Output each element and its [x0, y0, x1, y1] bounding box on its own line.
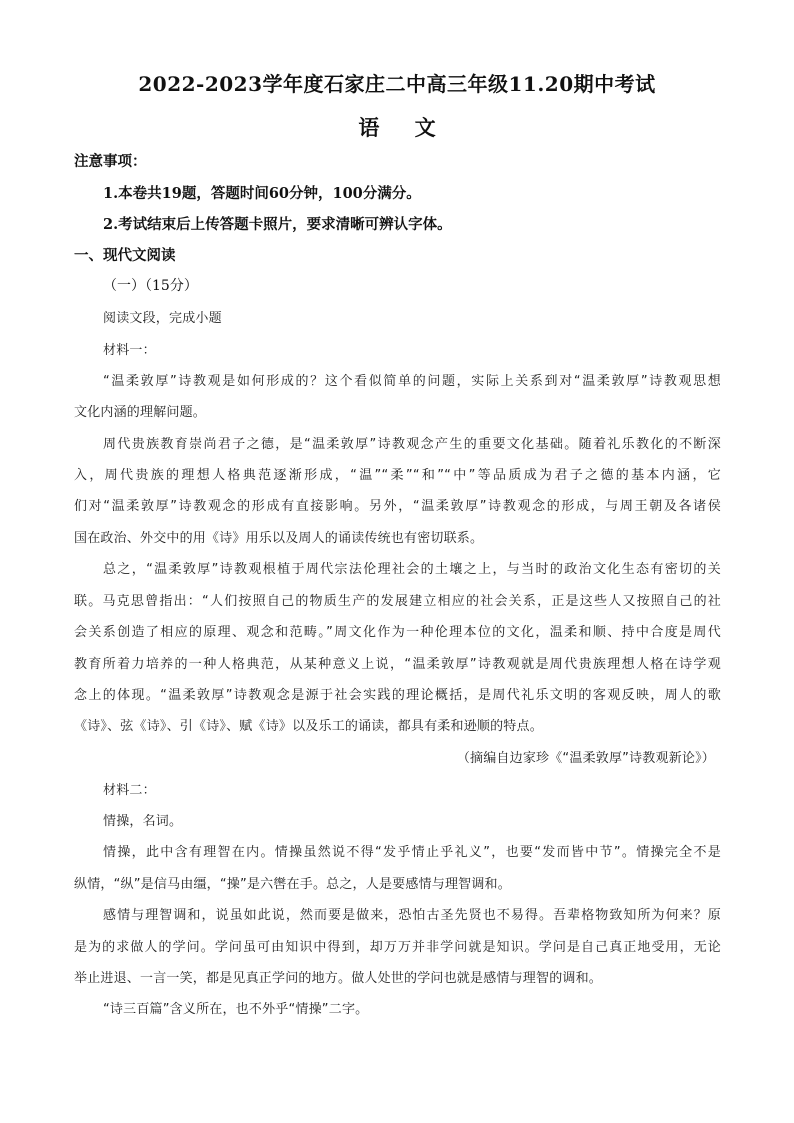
material-2-line: 举止进退、一言一笑，都是见真正学问的地方。做人处世的学问也就是感情与理智的调和。 [74, 971, 603, 986]
material-1-line: 总之，“温柔敦厚”诗教观根植于周代宗法伦理社会的土壤之上，与当时的政治文化生态有密切的关 [103, 562, 721, 577]
material-1-label: 材料一： [103, 343, 156, 358]
section-heading: 一、现代文阅读 [74, 247, 176, 264]
part-heading: （一）（15分） [103, 278, 198, 294]
notice-item-2: 2.考试结束后上传答题卡照片，要求清晰可辨认字体。 [103, 216, 452, 233]
subject-title: 语 文 [358, 115, 450, 140]
material-2-line: 纵情，“纵”是信马由缰，“操”是六辔在手。总之，人是要感情与理智调和。 [74, 877, 511, 892]
material-2-label: 材料二： [103, 783, 156, 798]
material-2-line: 是为的求做人的学问。学问虽可由知识中得到，却万万并非学问就是知识。学问是自己真正地受用，无论 [74, 940, 721, 955]
material-1-line: “温柔敦厚”诗教观是如何形成的？这个看似简单的问题，实际上关系到对“温柔敦厚”诗教观思想 [103, 374, 721, 389]
material-2-line: “诗三百篇”含义所在，也不外乎“情操”二字。 [103, 1002, 369, 1017]
notice-heading: 注意事项： [74, 153, 147, 170]
material-2-line: 情操，此中含有理智在内。情操虽然说不得“发乎情止乎礼义”，也要“发而皆中节”。情操完全不是 [103, 845, 721, 860]
material-1-line: 国在政治、外交中的用《诗》用乐以及周人的诵读传统也有密切联系。 [74, 531, 484, 546]
material-1-line: 们对“温柔敦厚”诗教观念的形成有直接影响。另外，“温柔敦厚”诗教观念的形成，与周王朝及各诸侯 [74, 499, 721, 514]
material-1-line: 念上的体现。“温柔敦厚”诗教观念是源于社会实践的理论概括，是周代礼乐文明的客观反映，周人的歌 [74, 688, 721, 703]
notice-item-1: 1.本卷共19题，答题时间60分钟，100分满分。 [103, 185, 421, 202]
material-1-line: 《诗》、弦《诗》、引《诗》、赋《诗》以及乐工的诵读，都具有柔和逊顺的特点。 [74, 719, 543, 734]
material-1-line: 入，周代贵族的理想人格典范逐渐形成，“温”“柔”“和”“中”等品质成为君子之德的基本内涵，它 [74, 468, 721, 483]
instruction-text: 阅读文段，完成小题 [103, 311, 222, 326]
material-1-line: 会关系创造了相应的原理、观念和范畴。”周文化作为一种伦理本位的文化，温柔和顺、持中合度是周代 [74, 625, 721, 640]
material-2-line: 感情与理智调和，说虽如此说，然而要是做来，恐怕古圣先贤也不易得。吾辈格物致知所为何来？原 [103, 908, 721, 923]
exam-title: 2022-2023学年度石家庄二中高三年级11.20期中考试 [138, 72, 656, 96]
material-1-line: 联。马克思曾指出：“人们按照自己的物质生产的发展建立相应的社会关系，正是这些人又按照自己的社 [74, 594, 721, 609]
material-1-source: （摘编自边家珍《“温柔敦厚”诗教观新论》） [456, 751, 715, 766]
material-1-line: 周代贵族教育崇尚君子之德，是“温柔敦厚”诗教观念产生的重要文化基础。随着礼乐教化的不断深 [103, 437, 721, 452]
material-2-line: 情操，名词。 [103, 814, 183, 829]
material-1-line: 文化内涵的理解问题。 [74, 405, 207, 420]
material-1-line: 教育所着力培养的一种人格典范，从某种意义上说，“温柔敦厚”诗教观就是周代贵族理想人格在诗学观 [74, 657, 721, 672]
